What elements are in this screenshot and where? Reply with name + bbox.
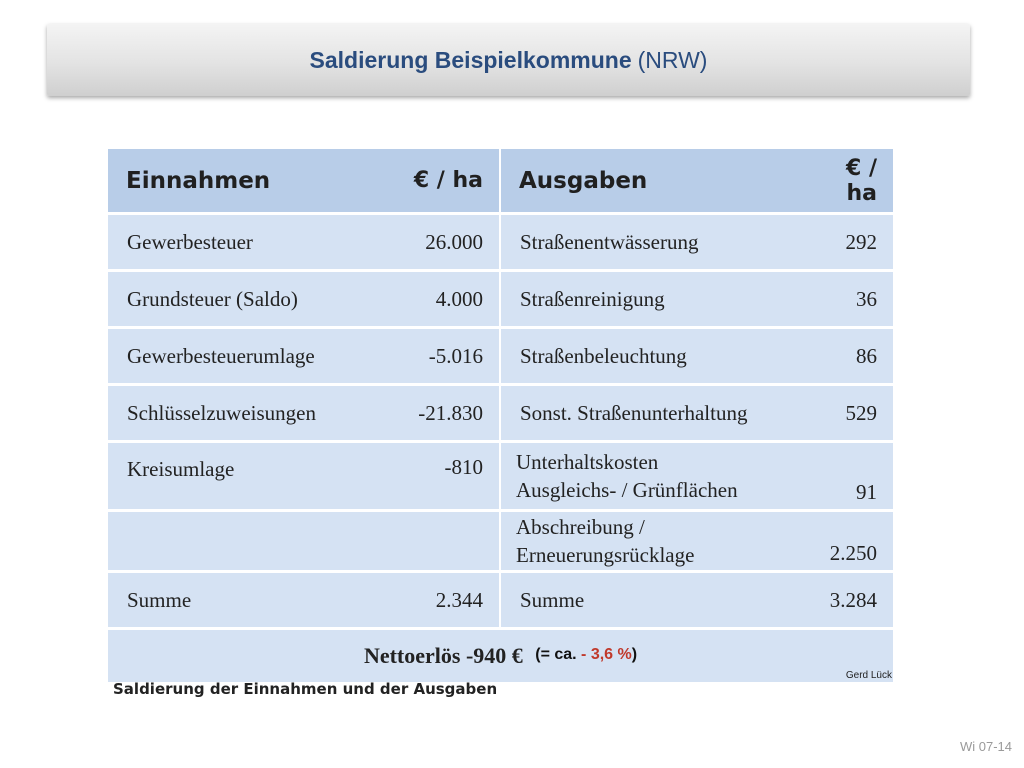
income-value (378, 511, 500, 572)
expense-sum-value: 3.284 (810, 572, 893, 629)
income-label (108, 511, 378, 572)
slide-number: Wi 07-14 (959, 739, 1012, 754)
net-percent: - 3,6 % (581, 646, 632, 663)
net-result-cell (108, 629, 893, 683)
net-result-row (108, 629, 893, 683)
table-header-row (108, 149, 893, 214)
income-label: Schlüsselzuweisungen (108, 385, 378, 442)
income-label: Grundsteuer (Saldo) (108, 271, 378, 328)
income-unit-header: € / ha (378, 149, 500, 214)
expense-label-line2: Ausgleichs- / Grünflächen (516, 478, 738, 502)
balance-table-figure (108, 149, 893, 682)
net-result-note (535, 646, 637, 663)
table-row (108, 442, 893, 511)
slide-title-suffix: (NRW) (637, 46, 708, 73)
income-header: Einnahmen (108, 149, 378, 214)
expense-label: Straßenbeleuchtung (500, 328, 810, 385)
table-row-sum (108, 572, 893, 629)
slide-title-bold: Saldierung Beispielkommune (309, 46, 632, 73)
income-sum-value: 2.344 (378, 572, 500, 629)
expense-label-multiline (500, 442, 810, 511)
income-value: -21.830 (378, 385, 500, 442)
income-value: -810 (378, 442, 500, 511)
expense-value: 86 (810, 328, 893, 385)
expense-label-line2: Erneuerungsrücklage (516, 543, 695, 567)
expense-label: Straßenentwässerung (500, 214, 810, 271)
expense-value: 36 (810, 271, 893, 328)
expense-value: 292 (810, 214, 893, 271)
table-row (108, 328, 893, 385)
income-label: Kreisumlage (108, 442, 378, 511)
income-label: Gewerbesteuerumlage (108, 328, 378, 385)
expense-label: Straßenreinigung (500, 271, 810, 328)
author-credit: Gerd Lück (845, 670, 892, 681)
expense-unit-header: € / ha (810, 149, 893, 214)
income-sum-label: Summe (108, 572, 378, 629)
table-row (108, 271, 893, 328)
expense-label-line1: Abschreibung / (516, 515, 645, 539)
expense-label: Sonst. Straßenunterhaltung (500, 385, 810, 442)
net-note-open: (= ca. (535, 646, 577, 663)
balance-table (108, 149, 893, 682)
table-row (108, 385, 893, 442)
expense-value: 2.250 (810, 511, 893, 572)
income-value: 4.000 (378, 271, 500, 328)
income-label: Gewerbesteuer (108, 214, 378, 271)
expense-sum-label: Summe (500, 572, 810, 629)
expense-label-multiline (500, 511, 810, 572)
net-result: Nettoerlös -940 € (363, 643, 523, 668)
figure-caption: Saldierung der Einnahmen und der Ausgaben (113, 680, 498, 698)
table-row (108, 214, 893, 271)
slide-title (47, 24, 970, 96)
expense-header: Ausgaben (500, 149, 810, 214)
net-note-close: ) (631, 646, 638, 663)
income-value: 26.000 (378, 214, 500, 271)
expense-value: 529 (810, 385, 893, 442)
expense-value: 91 (810, 442, 893, 511)
expense-label-line1: Unterhaltskosten (516, 450, 659, 474)
income-value: -5.016 (378, 328, 500, 385)
table-row (108, 511, 893, 572)
